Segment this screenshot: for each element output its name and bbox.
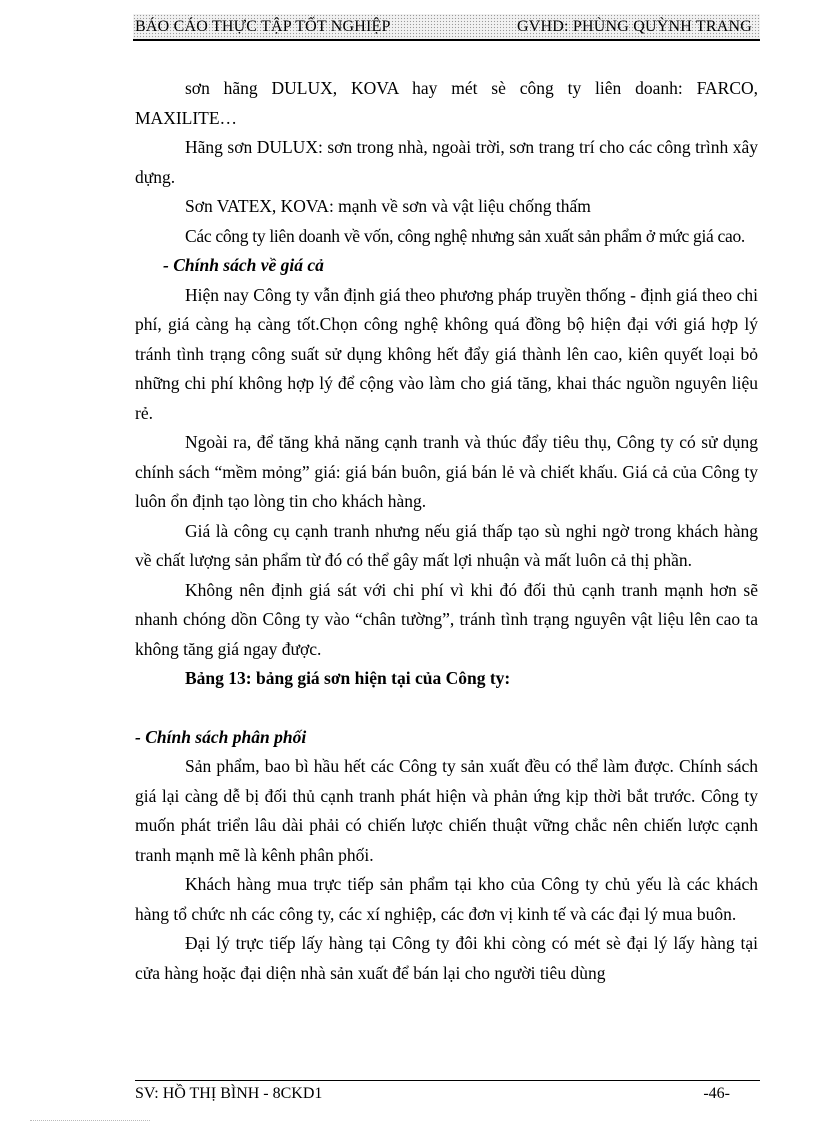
footer-divider	[135, 1080, 760, 1081]
paragraph: sơn hãng DULUX, KOVA hay mét sè công ty liên doanh: FARCO, MAXILITE…	[135, 78, 758, 128]
paragraph: Hãng sơn DULUX: sơn trong nhà, ngoài trời, sơn trang trí cho các công trình xây dựng.	[135, 137, 758, 187]
page-header	[133, 14, 760, 41]
section-heading-distribution: - Chính sách phân phối	[135, 726, 307, 747]
footer-student: SV: HỒ THỊ BÌNH - 8CKD1	[135, 1085, 323, 1102]
paragraph: Sản phẩm, bao bì hầu hết các Công ty sản xuất đều có thể làm được. Chính sách giá lại càng dễ bị đối thủ cạnh tranh phát hiện và phản ứng kịp thời bắt trước. Công ty muốn phát triển lâu dài phải có chiến lược chiến thuật vững chắc nên chiến lược cạnh tranh mạnh mẽ là kênh phân phối.	[135, 756, 758, 865]
page-footer	[135, 1085, 760, 1103]
paragraph: Sơn VATEX, KOVA: mạnh về sơn và vật liệu chống thấm	[185, 196, 591, 216]
paragraph: Đại lý trực tiếp lấy hàng tại Công ty đôi khi còng có mét sè đại lý lấy hàng tại cửa hàng hoặc đại diện nhà sản xuất để bán lại cho người tiêu dùng	[135, 933, 758, 983]
paragraph: Giá là công cụ cạnh tranh nhưng nếu giá thấp tạo sù nghi ngờ trong khách hàng về chất lượng sản phẩm từ đó có thể gây mất lợi nhuận và mất luôn cả thị phần.	[135, 520, 758, 570]
header-supervisor: GVHD: PHÙNG QUỲNH TRANG	[517, 18, 752, 35]
paragraph: Các công ty liên doanh về vốn, công nghệ nhưng sản xuất sản phẩm ở mức giá cao.	[185, 225, 746, 246]
section-heading-price-policy: - Chính sách về giá cả	[163, 255, 324, 275]
table-caption: Bảng 13: bảng giá sơn hiện tại của Công ty:	[185, 668, 511, 688]
footer-dotted-line	[30, 1120, 150, 1121]
header-report-title: BÁO CÁO THỰC TẬP TỐT NGHIỆP	[135, 18, 391, 35]
paragraph: Khách hàng mua trực tiếp sản phẩm tại kho của Công ty chủ yếu là các khách hàng tổ chức nh các công ty, các xí nghiệp, các đơn vị kinh tế và các đại lý mua buôn.	[135, 874, 758, 924]
page-number: -46-	[703, 1085, 730, 1102]
document-body	[135, 74, 758, 988]
paragraph: Hiện nay Công ty vẫn định giá theo phương pháp truyền thống - định giá theo chi phí, giá càng hạ càng tốt.Chọn công nghệ không quá đồng bộ hiện đại với giá hợp lý tránh tình trạng công suất sử dụng không hết đẩy giá thành lên cao, kiên quyết loại bỏ những chi phí không hợp lý để cộng vào làm cho giá tăng, khai thác nguồn nguyên liệu rẻ.	[135, 284, 758, 423]
paragraph: Không nên định giá sát với chi phí vì khi đó đối thủ cạnh tranh mạnh hơn sẽ nhanh chóng dồn Công ty vào “chân tường”, tránh tình trạng nguyên vật liệu lên cao ta không tăng giá ngay được.	[135, 579, 758, 659]
paragraph: Ngoài ra, để tăng khả năng cạnh tranh và thúc đẩy tiêu thụ, Công ty có sử dụng chính sách “mềm mỏng” giá: giá bán buôn, giá bán lẻ và chiết khấu. Giá cả của Công ty luôn ổn định tạo lòng tin cho khách hàng.	[135, 432, 758, 511]
